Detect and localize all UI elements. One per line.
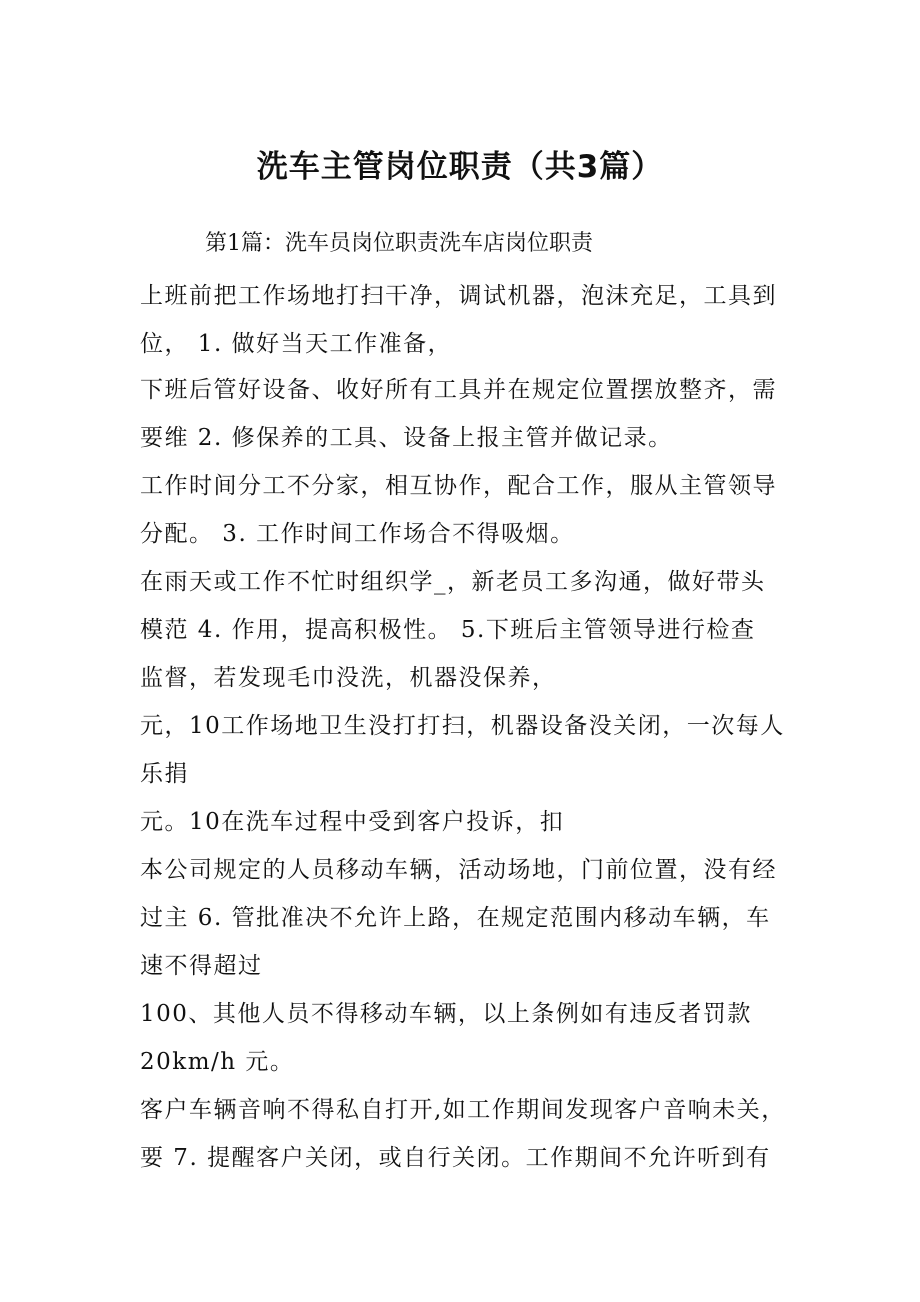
text-line: 过主 6. 管批准决不允许上路，在规定范围内移动车辆，车 xyxy=(140,905,771,931)
text-line: 要 7. 提醒客户关闭，或自行关闭。工作期间不允许听到有 xyxy=(140,1145,771,1171)
text-line: 100、其他人员不得移动车辆，以上条例如有违反者罚款 xyxy=(140,1001,752,1027)
text-line: 乐捐 xyxy=(140,761,189,787)
text-line: 元。10在洗车过程中受到客户投诉，扣 xyxy=(140,809,565,835)
text-line: 下班后管好设备、收好所有工具并在规定位置摆放整齐，需 xyxy=(140,377,777,403)
text-line: 监督，若发现毛巾没洗，机器没保养， xyxy=(140,665,557,691)
text-line: 分配。 3. 工作时间工作场合不得吸烟。 xyxy=(140,521,575,547)
text-line: 速不得超过 xyxy=(140,953,263,979)
text-line: 元，10工作场地卫生没打打扫，机器设备没关闭，一次每人 xyxy=(140,713,785,739)
text-line: 位， 1. 做好当天工作准备， xyxy=(140,331,453,357)
text-line: 要维 2. 修保养的工具、设备上报主管并做记录。 xyxy=(140,425,673,451)
document-title: 洗车主管岗位职责（共3篇） xyxy=(256,149,664,185)
text-line: 客户车辆音响不得私自打开,如工作期间发现客户音响未关， xyxy=(140,1097,786,1123)
text-line: 上班前把工作场地打扫干净，调试机器，泡沫充足，工具到 xyxy=(140,283,777,309)
text-line: 在雨天或工作不忙时组织学_，新老员工多沟通，做好带头 xyxy=(140,569,766,595)
text-line: 工作时间分工不分家，相互协作，配合工作，服从主管领导 xyxy=(140,473,777,499)
text-line: 本公司规定的人员移动车辆，活动场地，门前位置，没有经 xyxy=(140,857,777,883)
section-heading: 第1篇：洗车员岗位职责洗车店岗位职责 xyxy=(205,231,593,256)
text-line: 20km/h 元。 xyxy=(140,1049,295,1075)
text-line: 模范 4. 作用，提高积极性。 5.下班后主管领导进行检查 xyxy=(140,617,756,643)
